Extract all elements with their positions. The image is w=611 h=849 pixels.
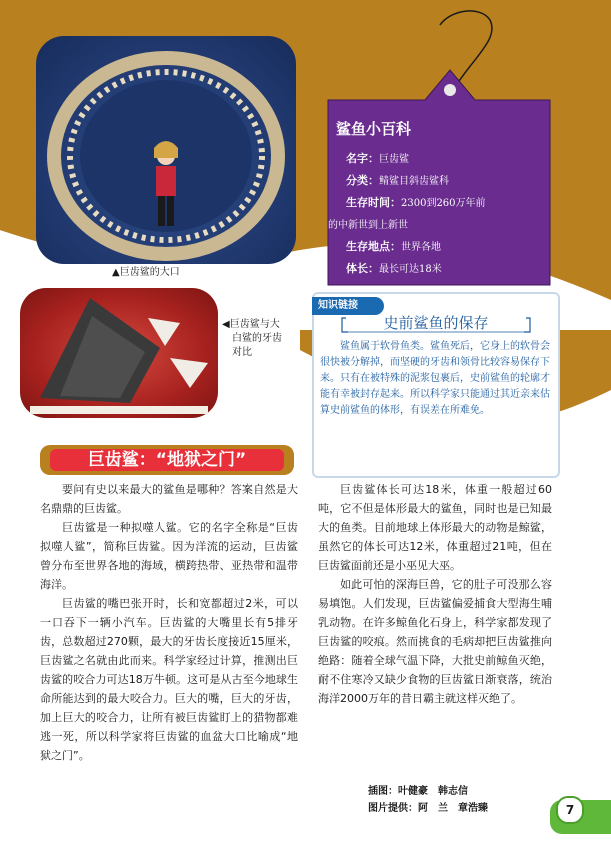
article-paragraph: 要问有史以来最大的鲨鱼是哪种？答案自然是大名鼎鼎的巨齿鲨。 xyxy=(40,483,298,515)
article-paragraph: 巨齿鲨是一种拟噬人鲨。它的名字全称是“巨齿拟噬人鲨”，简称巨齿鲨。因为洋流的运动，巨齿鲨曾分布至世界各地的海域，横跨热带、亚热带和温带海洋。 xyxy=(40,521,298,591)
page-number: 7 xyxy=(556,796,584,824)
teeth-caption-line2: 白鲨的牙齿 xyxy=(232,333,282,344)
article-heading: 巨齿鲨：“地狱之门” xyxy=(50,449,284,471)
knowledge-link-body: 鲨鱼属于软骨鱼类。鲨鱼死后，它身上的软骨会很快被分解掉，而坚硬的牙齿和领骨比较容易保存下来。只有在被特殊的泥浆包裹后，史前鲨鱼的轮廓才能有幸被封存起来。所以科学家只能通过其近亲来估算史前鲨鱼的体形，有误差在所难免。 xyxy=(320,341,550,416)
credits xyxy=(368,783,488,817)
article-paragraph: 巨齿鲨的嘴巴张开时，长和宽都超过2米，可以一口吞下一辆小汽车。巨齿鲨的大嘴里长有5排牙齿，总数超过270颗，最大的牙齿长度接近15厘米，巨齿鲨之名就由此而来。科学家经过计算，推测出巨齿鲨的咬合力可达18万牛顿。这可是从古至今地球生命所能达到的最大咬合力。巨大的嘴，巨大的牙齿，加上巨大的咬合力，让所有被巨齿鲨盯上的猎物都难逃一死，所以科学家将巨齿鲨的血盆大口比喻成“地狱之门”。 xyxy=(40,597,298,762)
teeth-photo xyxy=(20,288,218,418)
knowledge-link-title: 史前鲨鱼的保存 xyxy=(383,314,489,332)
shark-jaw-photo xyxy=(36,36,296,264)
jaw-photo-caption: ▲巨齿鲨的大口 xyxy=(112,267,180,278)
encyclopedia-title: 鲨鱼小百科 xyxy=(336,120,412,138)
teeth-caption-line1: ◀巨齿鲨与大 xyxy=(222,319,280,330)
encyclopedia-row-location: 生存地点：世界各地 xyxy=(346,240,441,253)
encyclopedia-row-length: 体长：最长可达18米 xyxy=(346,262,442,275)
credits-illustration: 插图：叶健豪 韩志信 xyxy=(368,786,468,797)
encyclopedia-row-class: 分类：鲭鲨目斜齿鲨科 xyxy=(346,174,449,187)
encyclopedia-row-time-cont: 的中新世到上新世 xyxy=(328,220,408,231)
article-right-column xyxy=(318,480,552,708)
credits-photos: 图片提供：阿 兰 章浩臻 xyxy=(368,803,488,814)
article-paragraph: 巨齿鲨体长可达18米，体重一般超过60吨，它不但是体形最大的鲨鱼，同时也是已知最大的鱼类。目前地球上体形最大的动物是鲸鲨，虽然它的体长可达12米，体重超过21吨，但在巨齿鲨面前还是小巫见大巫。 xyxy=(318,483,552,572)
article-paragraph: 如此可怕的深海巨兽，它的肚子可没那么容易填饱。人们发现，巨齿鲨偏爱捕食大型海生哺乳动物。在许多鲸鱼化石身上，科学家都发现了巨齿鲨的咬痕。然而挑食的毛病却把巨齿鲨推向绝路：随着全球气温下降，大批史前鲸鱼灭绝，耐不住寒冷又缺少食物的巨齿鲨日渐衰落，统治海洋2000万年的昔日霸主就这样灭绝了。 xyxy=(318,578,552,705)
article-left-column xyxy=(40,480,298,765)
encyclopedia-panel xyxy=(328,118,503,280)
teeth-caption-line3: 对比 xyxy=(232,347,252,358)
knowledge-link-label: 知识链接 xyxy=(312,297,384,315)
encyclopedia-row-time: 生存时间：2300到260万年前 xyxy=(346,196,486,209)
encyclopedia-row-name: 名字：巨齿鲨 xyxy=(346,152,409,165)
